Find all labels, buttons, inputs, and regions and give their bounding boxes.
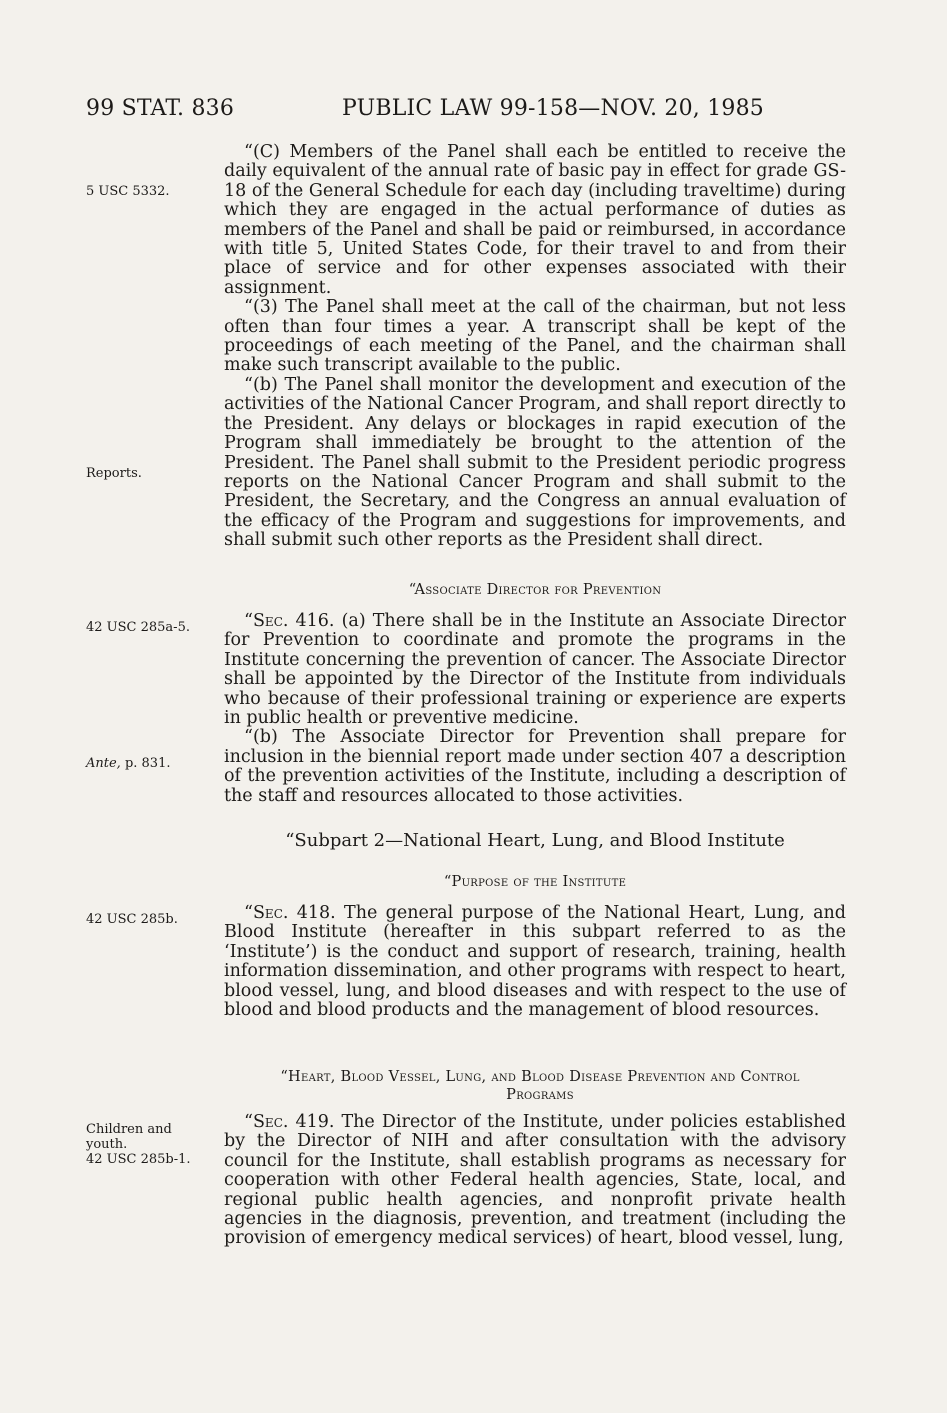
sec-418-label: “Sec.: [244, 903, 289, 923]
paragraph-b: “(b) The Panel shall monitor the development and execution of the activities of the National Cancer Program, and shall report directly to the President. Any delays or blockages in rapid execution of the Program shall immediately be brought to the attention of the President. The Panel shall submit to the President periodic progress reports on the National Cancer Program and shall submit to the President, the Secretary, and the Congress an annual evaluation of the efficacy of the Program and suggestions for improvements, and shall submit such other reports as the President shall direct.: [224, 374, 846, 551]
margin-note-42-usc-285b: 42 USC 285b.: [86, 912, 178, 927]
heading-programs: “Heart, Blood Vessel, Lung, and Blood Disease Prevention and Control Programs: [280, 1069, 800, 1103]
section-418: [224, 904, 846, 1020]
children-line-1: Children and: [86, 1122, 172, 1137]
paragraph-c: “(C) Members of the Panel shall each be entitled to receive the daily equivalent of the annual rate of basic pay in effect for grade GS-18 of the General Schedule for each day (including traveltime) during which they are engaged in the actual performance of duties as members of the Panel and shall be paid or reimbursed, in accordance with title 5, United States Code, for their travel to and from their place of service and for other expenses associated with their assignment.: [224, 142, 846, 298]
margin-note-42-usc-285a-5: 42 USC 285a-5.: [86, 620, 190, 635]
sec-416-b: “(b) The Associate Director for Prevention shall prepare for inclusion in the biennial report made under section 407 a description of the prevention activities of the Institute, including a description of the staff and resources allocated to those activities.: [224, 727, 846, 806]
sec-416-label: “Sec.: [244, 611, 289, 631]
section-419: [224, 1113, 846, 1249]
sec-418: [224, 904, 846, 1020]
ante-page: p. 831.: [120, 756, 171, 771]
margin-note-ante: [86, 756, 206, 771]
paragraph-3: “(3) The Panel shall meet at the call of the chairman, but not less often than four times a year. A transcript shall be kept of the proceedings of each meeting of the Panel, and the chairman shall make such transcript available to the public.: [224, 297, 846, 376]
sec-416-a: [224, 612, 846, 728]
heading-prevention: “Associate Director for Prevention: [408, 582, 662, 598]
sec-416-text: 416. (a) There shall be in the Institute an Associate Director for Prevention to coordinate and promote the programs in the Institute concerning the prevention of cancer. The Associate Director shall be appointed by the Director of the Institute from individuals who because of their professional training or experience are experts in public health or preventive medicine.: [224, 611, 846, 729]
sec-419-label: “Sec.: [244, 1112, 289, 1132]
margin-note-children-youth: [86, 1122, 206, 1167]
margin-note-5-usc-5332: 5 USC 5332.: [86, 184, 170, 199]
section-416: [224, 612, 846, 806]
subpart-2-title: “Subpart 2—National Heart, Lung, and Blood Institute: [285, 830, 785, 851]
page-reference: 99 STAT. 836: [86, 96, 235, 121]
ante-italic: Ante,: [86, 756, 121, 771]
sec-419-text: 419. The Director of the Institute, under policies established by the Director of NIH and after consultation with the advisory council for the Institute, shall establish programs as necessary for cooperation with other Federal health agencies, State, local, and regional public health agencies, and nonprofit private health agencies in the diagnosis, prevention, and treatment (including the provision of emergency medical services) of heart, blood vessel, lung,: [224, 1112, 846, 1249]
sec-418-text: 418. The general purpose of the National Heart, Lung, and Blood Institute (hereafter in this subpart referred to as the ‘Institute’) is the conduct and support of research, training, health information dissemination, and other programs with respect to heart, blood vessel, lung, and blood diseases and with respect to the use of blood and blood products and the management of blood resources.: [224, 903, 846, 1021]
children-line-2: youth.: [86, 1137, 128, 1152]
page-title: PUBLIC LAW 99-158—NOV. 20, 1985: [342, 96, 764, 121]
section-para-c: [224, 143, 846, 551]
margin-note-reports: Reports.: [86, 466, 142, 481]
heading-purpose: “Purpose of the Institute: [443, 874, 627, 890]
sec-419: [224, 1113, 846, 1249]
children-usc: 42 USC 285b-1.: [86, 1152, 191, 1167]
